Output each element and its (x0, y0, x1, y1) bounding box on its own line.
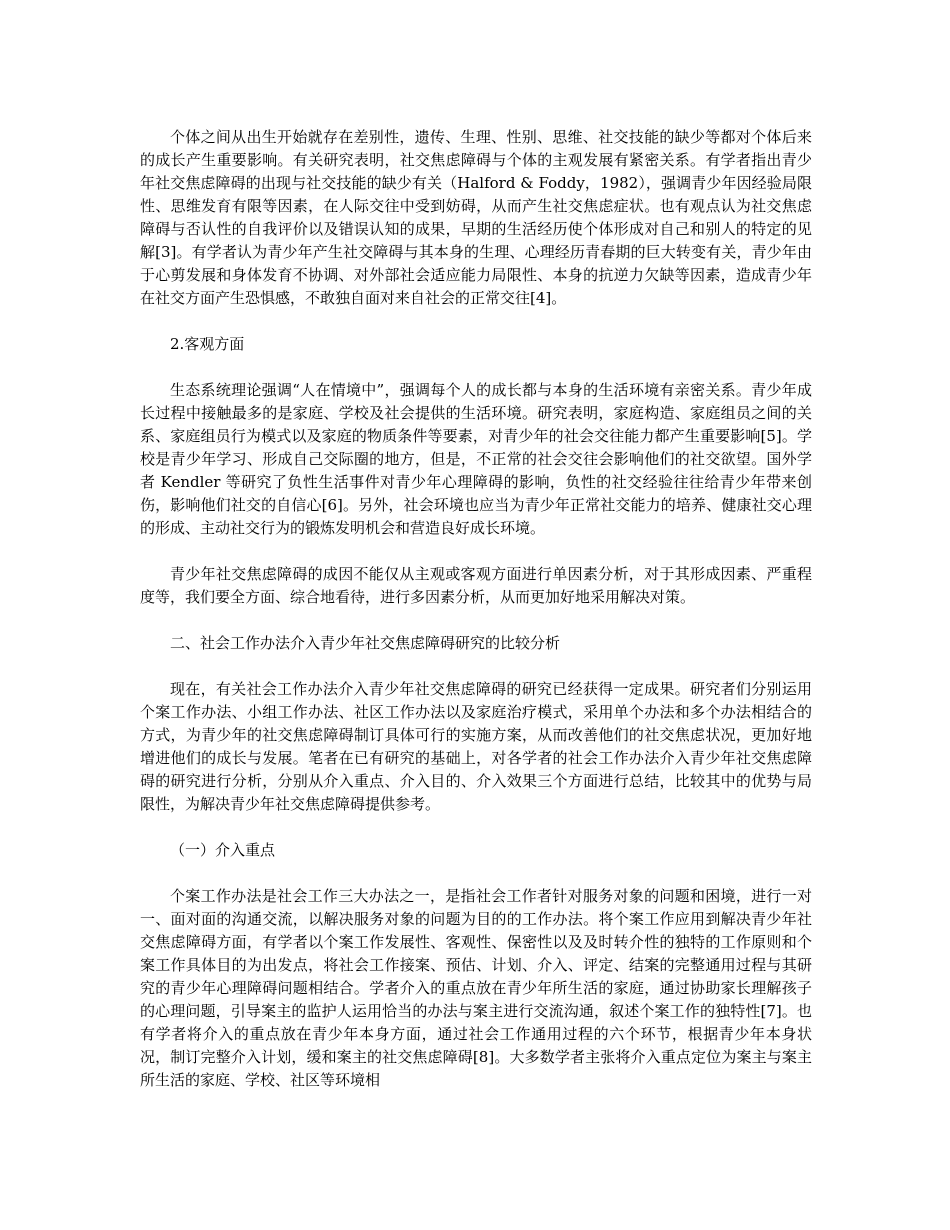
heading-section-two: 二、社会工作办法介入青少年社交焦虑障碍研究的比较分析 (170, 634, 561, 652)
paragraph-multifactor-analysis: 青少年社交焦虑障碍的成因不能仅从主观或客观方面进行单因素分析，对于其形成因素、严重程度等，我们要全方面、综合地看待，进行多因素分析，从而更加好地采用解决对策。 (140, 565, 812, 606)
paragraph-gap (140, 655, 812, 678)
paragraph-gap (140, 609, 812, 632)
paragraph-gap (140, 816, 812, 839)
paragraph-gap (140, 356, 812, 379)
paragraph-gap (140, 862, 812, 885)
paragraph-gap (140, 540, 812, 563)
heading-intervention-focus: （一）介入重点 (170, 841, 276, 859)
paragraph-subjective-factors: 个体之间从出生开始就存在差别性，遗传、生理、性别、思维、社交技能的缺少等都对个体后来的成长产生重要影响。有关研究表明，社交焦虑障碍与个体的主观发展有紧密关系。有学者指出青少年社交焦虑障碍的出现与社交技能的缺少有关（Halford & Foddy，1982），强调青少年因经验局限性、思维发育有限等因素，在人际交往中受到妨碍，从而产生社交焦虑症状。也有观点认为社交焦虑障碍与否认性的自我评价以及错误认知的成果，早期的生活经历使个体形成对自己和别人的特定的见解[3]。有学者认为青少年产生社交障碍与其本身的生理、心理经历青春期的巨大转变有关，青少年由于心剪发展和身体发育不协调、对外部社会适应能力局限性、本身的抗逆力欠缺等因素，造成青少年在社交方面产生恐惧感，不敢独自面对来自社会的正常交往[4]。 (140, 128, 812, 307)
document-page (140, 126, 812, 1092)
paragraph-ecological-theory: 生态系统理论强调“人在情境中”，强调每个人的成长都与本身的生活环境有亲密关系。青少年成长过程中接触最多的是家庭、学校及社会提供的生活环境。研究表明，家庭构造、家庭组员之间的关系、家庭组员行为模式以及家庭的物质条件等要素，对青少年的社会交往能力都产生重要影响[5]。学校是青少年学习、形成自己交际圈的地方，但是，不正常的社会交往会影响他们的社交欲望。国外学者 Kendler 等研究了负性生活事件对青少年心理障碍的影响，负性的社交经验往往给青少年带来创伤，影响他们社交的自信心[6]。另外，社会环境也应当为青少年正常社交能力的培养、健康社交心理的形成、主动社交行为的锻炼发明机会和营造良好成长环境。 (140, 381, 812, 537)
paragraph-research-overview: 现在，有关社会工作办法介入青少年社交焦虑障碍的研究已经获得一定成果。研究者们分别运用个案工作办法、小组工作办法、社区工作办法以及家庭治疗模式，采用单个办法和多个办法相结合的方式，为青少年的社交焦虑障碍制订具体可行的实施方案，从而改善他们的社交焦虑状况，更加好地增进他们的成长与发展。笔者在已有研究的基础上，对各学者的社会工作办法介入青少年社交焦虑障碍的研究进行分析，分别从介入重点、介入目的、介入效果三个方面进行总结，比较其中的优势与局限性，为解决青少年社交焦虑障碍提供参考。 (140, 680, 812, 813)
heading-objective-aspect: 2.客观方面 (170, 335, 245, 353)
paragraph-casework-method: 个案工作办法是社会工作三大办法之一，是指社会工作者针对服务对象的问题和困境，进行一对一、面对面的沟通交流，以解决服务对象的问题为目的的工作办法。将个案工作应用到解决青少年社交焦虑障碍方面，有学者以个案工作发展性、客观性、保密性以及及时转介性的独特的工作原则和个案工作具体目的为出发点，将社会工作接案、预估、计划、介入、评定、结案的完整通用过程与其研究的青少年心理障碍问题相结合。学者介入的重点放在青少年所生活的家庭，通过协助家长理解孩子的心理问题，引导案主的监护人运用恰当的办法与案主进行交流沟通，叙述个案工作的独特性[7]。也有学者将介入的重点放在青少年本身方面，通过社会工作通用过程的六个环节，根据青少年本身状况，制订完整介入计划，缓和案主的社交焦虑障碍[8]。大多数学者主张将介入重点定位为案主与案主所生活的家庭、学校、社区等环境相 (140, 887, 812, 1089)
paragraph-gap (140, 310, 812, 333)
